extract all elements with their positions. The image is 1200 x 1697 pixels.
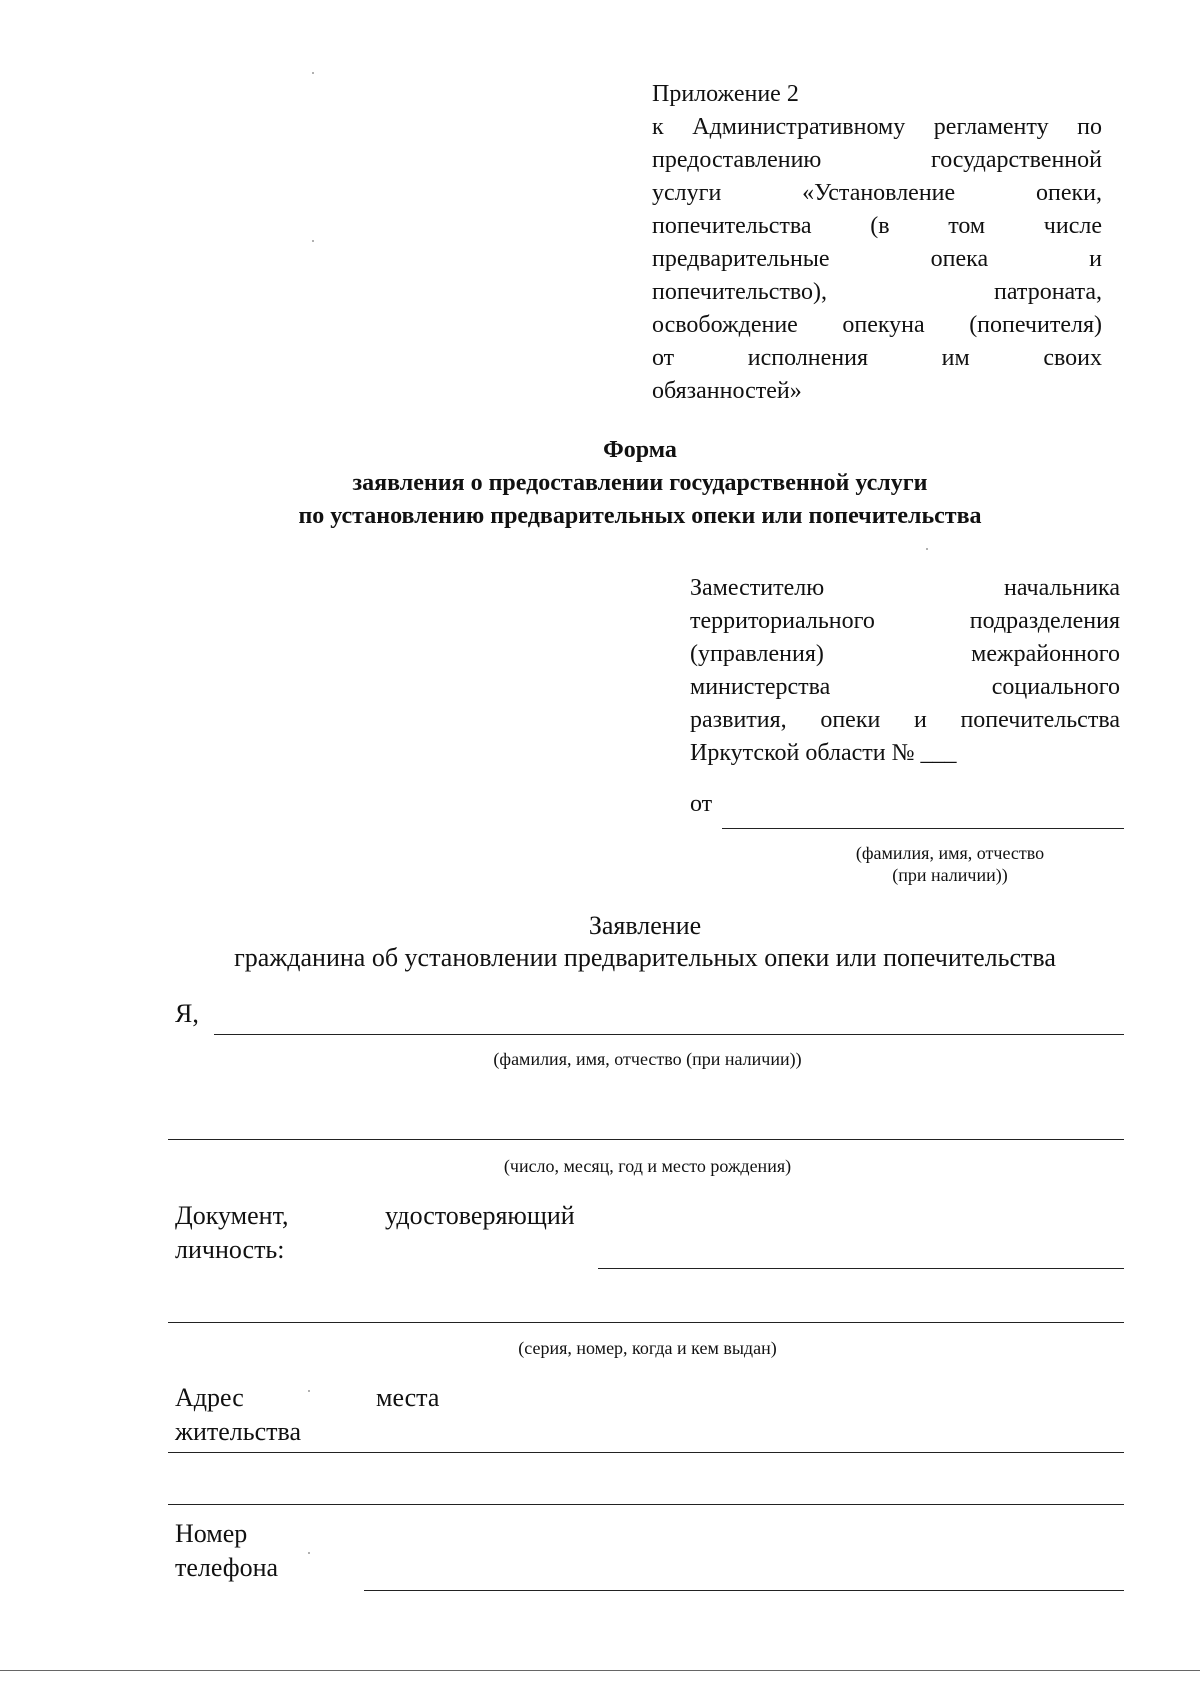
appendix-line-7: освобождение опекуна (попечителя) bbox=[652, 312, 1102, 338]
appendix-line-6: попечительство), патроната, bbox=[652, 279, 1102, 305]
from-label: от bbox=[690, 791, 713, 817]
document-field-2[interactable] bbox=[168, 1322, 1124, 1323]
statement-subtitle: гражданина об установлении предварительных опеки или попечительства bbox=[234, 943, 1056, 972]
addressee-last-line: Иркутской области № ___ bbox=[690, 740, 957, 766]
appendix-line-8: от исполнения им своих bbox=[652, 345, 1102, 371]
form-title bbox=[150, 434, 1130, 533]
form-title-line-3: по установлению предварительных опеки или попечительства bbox=[298, 503, 982, 529]
address-field-2[interactable] bbox=[168, 1504, 1124, 1505]
scan-speck bbox=[308, 1390, 310, 1392]
address-label-3: жительства bbox=[175, 1417, 301, 1446]
addressee-line-1: Заместителю начальника bbox=[690, 575, 1120, 601]
form-title-line-1: Форма bbox=[603, 437, 677, 463]
appendix-line-2: предоставлению государственной bbox=[652, 147, 1102, 173]
phone-field[interactable] bbox=[364, 1590, 1124, 1591]
doc-label-3: личность: bbox=[175, 1235, 285, 1264]
doc-label-1: Документ, bbox=[175, 1201, 289, 1230]
scan-speck bbox=[312, 72, 314, 74]
appendix-title: Приложение 2 bbox=[652, 81, 799, 107]
name-hint: (фамилия, имя, отчество (при наличии)) bbox=[493, 1049, 802, 1069]
addressee-lines bbox=[690, 572, 1120, 737]
addressee-line-4: министерства социального bbox=[690, 674, 1120, 700]
from-hint-line-1: (фамилия, имя, отчество bbox=[855, 843, 1045, 863]
from-hint-line-2: (при наличии)) bbox=[892, 865, 1008, 885]
appendix-line-3: услуги «Установление опеки, bbox=[652, 180, 1102, 206]
scan-speck bbox=[308, 1552, 310, 1554]
address-field-1[interactable] bbox=[168, 1452, 1124, 1453]
phone-label-1: Номер bbox=[175, 1519, 248, 1548]
doc-label-2: удостоверяющий bbox=[385, 1201, 575, 1230]
birth-field[interactable] bbox=[168, 1139, 1124, 1140]
scan-speck bbox=[926, 548, 928, 550]
form-title-line-2: заявления о предоставлении государственной услуги bbox=[352, 470, 928, 496]
appendix-block bbox=[652, 78, 1102, 408]
applicant-name-field[interactable] bbox=[214, 1034, 1124, 1035]
birth-hint: (число, месяц, год и место рождения) bbox=[503, 1156, 792, 1176]
scan-speck bbox=[312, 240, 314, 242]
appendix-line-5: предварительные опека и bbox=[652, 246, 1102, 272]
page-edge-line bbox=[0, 1670, 1200, 1671]
appendix-last-line: обязанностей» bbox=[652, 378, 802, 404]
appendix-line-4: попечительства (в том числе bbox=[652, 213, 1102, 239]
addressee-block bbox=[690, 572, 1120, 770]
statement-title: Заявление bbox=[588, 911, 702, 940]
phone-label-2: телефона bbox=[175, 1553, 279, 1582]
document-field-1[interactable] bbox=[598, 1268, 1124, 1269]
addressee-line-3: (управления) межрайонного bbox=[690, 641, 1120, 667]
appendix-lines bbox=[652, 111, 1102, 375]
address-label-1: Адрес bbox=[175, 1383, 244, 1412]
from-hint bbox=[780, 842, 1120, 886]
address-label-2: места bbox=[376, 1383, 440, 1412]
doc-hint: (серия, номер, когда и кем выдан) bbox=[518, 1338, 777, 1358]
i-label: Я, bbox=[175, 999, 199, 1028]
from-name-field[interactable] bbox=[722, 828, 1124, 829]
addressee-line-2: территориального подразделения bbox=[690, 608, 1120, 634]
addressee-line-5: развития, опеки и попечительства bbox=[690, 707, 1120, 733]
appendix-line-1: к Административному регламенту по bbox=[652, 114, 1102, 140]
